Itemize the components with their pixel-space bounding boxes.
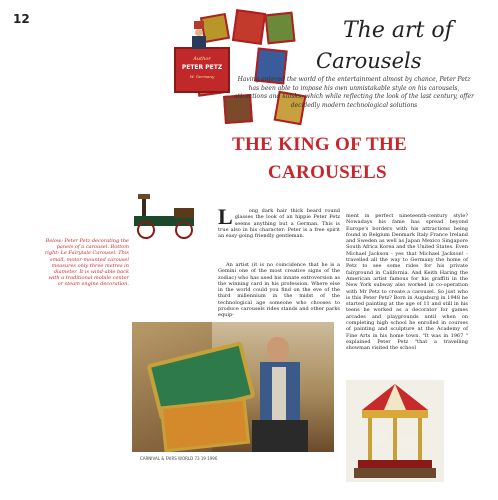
page-number: 12 — [13, 12, 30, 26]
headline-line-2: CAROUSELS — [268, 162, 387, 183]
man-figure — [190, 21, 208, 49]
column-2-text: ment in perfect nineteenth-century style? Nowadays his fame has spread beyond Europe's borders with his attractions being found in Belgium Denmark Italy France Ireland and Sweden as well as Japan Mexico Singapore South Africa Korea and the United States. Even Michael Jackson - yes that Michael Jackson! - travelled all the way to Germany the home of Petz to see some rides for his private fairground in California. And Keith Haring the American artist famous for his graffiti in the New York subway also worked in co-operation with Mr Petz to create a carousel. So just who is this Peter Petz? Born in Augsburg in 1948 he started painting at the age of 11 and still in his teens he worked as a decorator for games arcades and playgrounds until when on completing high school he enrolled in courses of painting and sculpture at the Academy of Fine Arts in his home town. "It was in 1967 " explained Peter Petz "that a travelling showman visited the school — [346, 213, 468, 352]
headline-line-1: THE KING OF THE — [232, 134, 408, 155]
stamps-collage — [172, 7, 314, 135]
photo-artist-painting — [132, 322, 334, 452]
sign-label: Author — [193, 56, 211, 62]
column-1-text: ong dark hair thick beard round glasses the look of an hippie Peter Petz seems anything but a German. This is true also in his character: Peter is a free spirit an easy-going friendly gentleman. — [218, 208, 340, 240]
stamp-carousel-green — [265, 12, 296, 45]
credit-line: CARNIVAL & FAIRS WORLD 73 19 1996 — [140, 456, 218, 461]
stamp-carousel-red — [232, 9, 266, 45]
title-line-2: Carousels — [316, 49, 422, 73]
photo-fairytale-carousel — [346, 380, 444, 482]
photo-caption: Below: Peter Petz decorating the panels of a carousel. Bottom right: Le Fairytale Carousel. This small, motor-mounted carousel measures only three metres in diameter. It is wind-able back with a traditional mobile center or steam engine decoration. — [44, 238, 129, 288]
drop-cap: L — [218, 204, 233, 229]
steam-engine-illustration — [124, 190, 214, 240]
title-line-1: The art of — [343, 18, 453, 43]
intro-text: Having entered the world of the entertainment almost by chance, Peter Petz has been able to impose his own unmistakable style on his carousels, attractions and kiosks, which while reflecting the look of the last century, offer decidedly modern technological solutions — [234, 76, 474, 109]
column-1-paragraph-2: An artist (it is no coincidence that he is a Gemini one of the most creative signs of the zodiac) who has used his innate extroversion as the winning card in his profession. Where else in the world could you find on the eve of the third millennium in the midst of the technological age someone who chooses to produce carousels rides stands and other parks equip- — [218, 262, 340, 319]
author-sign — [174, 47, 230, 93]
sign-name: PETER PETZ — [181, 64, 223, 71]
column-1-paragraph-1 — [218, 204, 340, 240]
sign-sub: W. Germany — [189, 74, 215, 79]
